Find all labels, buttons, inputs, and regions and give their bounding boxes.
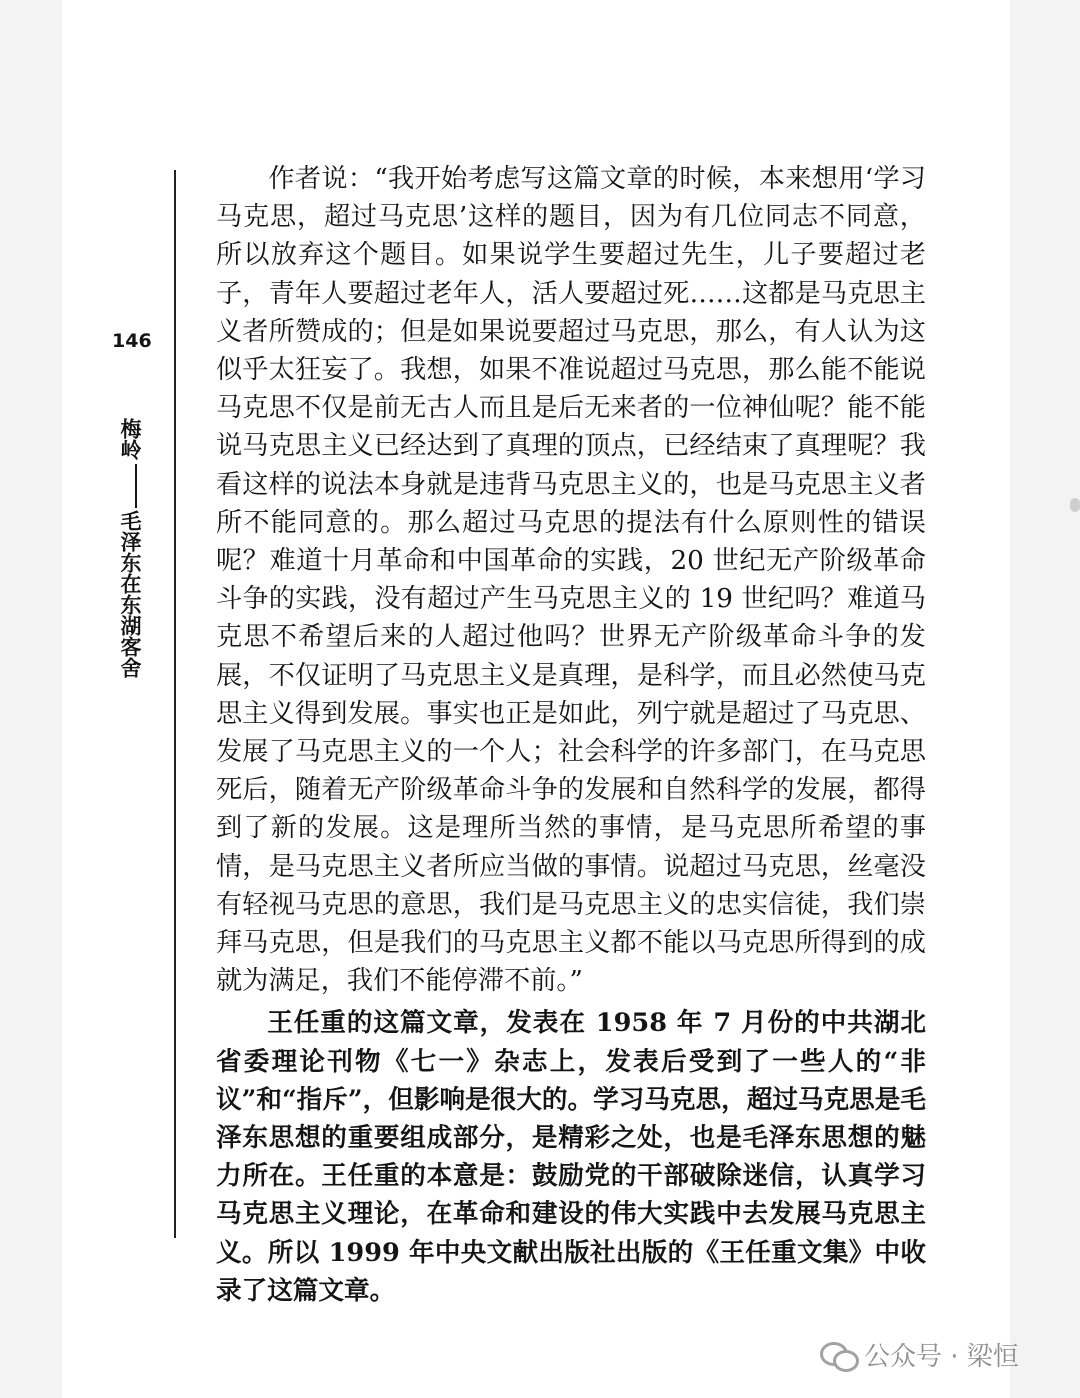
paragraph-commentary: 王任重的这篇文章，发表在 1958 年 7 月份的中共湖北省委理论刊物《七一》杂志上，发表后受到了一些人的“非议”和“指斥”，但影响是很大的。学习马克思，超过马克思是毛泽东思想的重要组成部分，是精彩之处，也是毛泽东思想的魅力所在。王任重的本意是：鼓励党的干部破除迷信，认真学习马克思主义理论，在革命和建设的伟大实践中去发展马克思主义。所以 1999 年中央文献出版社出版的《王任重文集》中收录了这篇文章。	[216, 1008, 926, 1306]
running-head-title: 毛泽东在东湖客舍	[118, 510, 143, 678]
margin-rule	[174, 170, 176, 1238]
body-text	[216, 160, 926, 1310]
wechat-icon	[820, 1340, 856, 1370]
page-number: 146	[112, 330, 152, 352]
watermark	[820, 1336, 1019, 1373]
watermark-text: 公众号 · 梁恒	[864, 1342, 1019, 1372]
running-head-dash	[135, 464, 137, 508]
running-head	[117, 418, 145, 678]
paragraph-quote: 作者说：“我开始考虑写这篇文章的时候，本来想用‘学习马克思，超过马克思’这样的题目，因为有几位同志不同意，所以放弃这个题目。如果说学生要超过先生，儿子要超过老子，青年人要超过老年人，活人要超过死……这都是马克思主义者所赞成的；但是如果说要超过马克思，那么，有人认为这似乎太狂妄了。我想，如果不准说超过马克思，那么能不能说马克思不仅是前无古人而且是后无来者的一位神仙呢？能不能说马克思主义已经达到了真理的顶点，已经结束了真理呢？我看这样的说法本身就是违背马克思主义的，也是马克思主义者所不能同意的。那么超过马克思的提法有什么原则性的错误呢？难道十月革命和中国革命的实践，20 世纪无产阶级革命斗争的实践，没有超过产生马克思主义的 19 世纪吗？难道马克思不希望后来的人超过他吗？世界无产阶级革命斗争的发展，不仅证明了马克思主义是真理，是科学，而且必然使马克思主义得到发展。事实也正是如此，列宁就是超过了马克思、发展了马克思主义的一个人；社会科学的许多部门，在马克思死后，随着无产阶级革命斗争的发展和自然科学的发展，都得到了新的发展。这是理所当然的事情，是马克思所希望的事情，是马克思主义者所应当做的事情。说超过马克思，丝毫没有轻视马克思的意思，我们是马克思主义的忠实信徒，我们崇拜马克思，但是我们的马克思主义都不能以马克思所得到的成就为满足，我们不能停滞不前。”	[216, 164, 926, 997]
running-head-author: 梅岭	[118, 418, 143, 460]
scroll-indicator	[1070, 498, 1080, 512]
